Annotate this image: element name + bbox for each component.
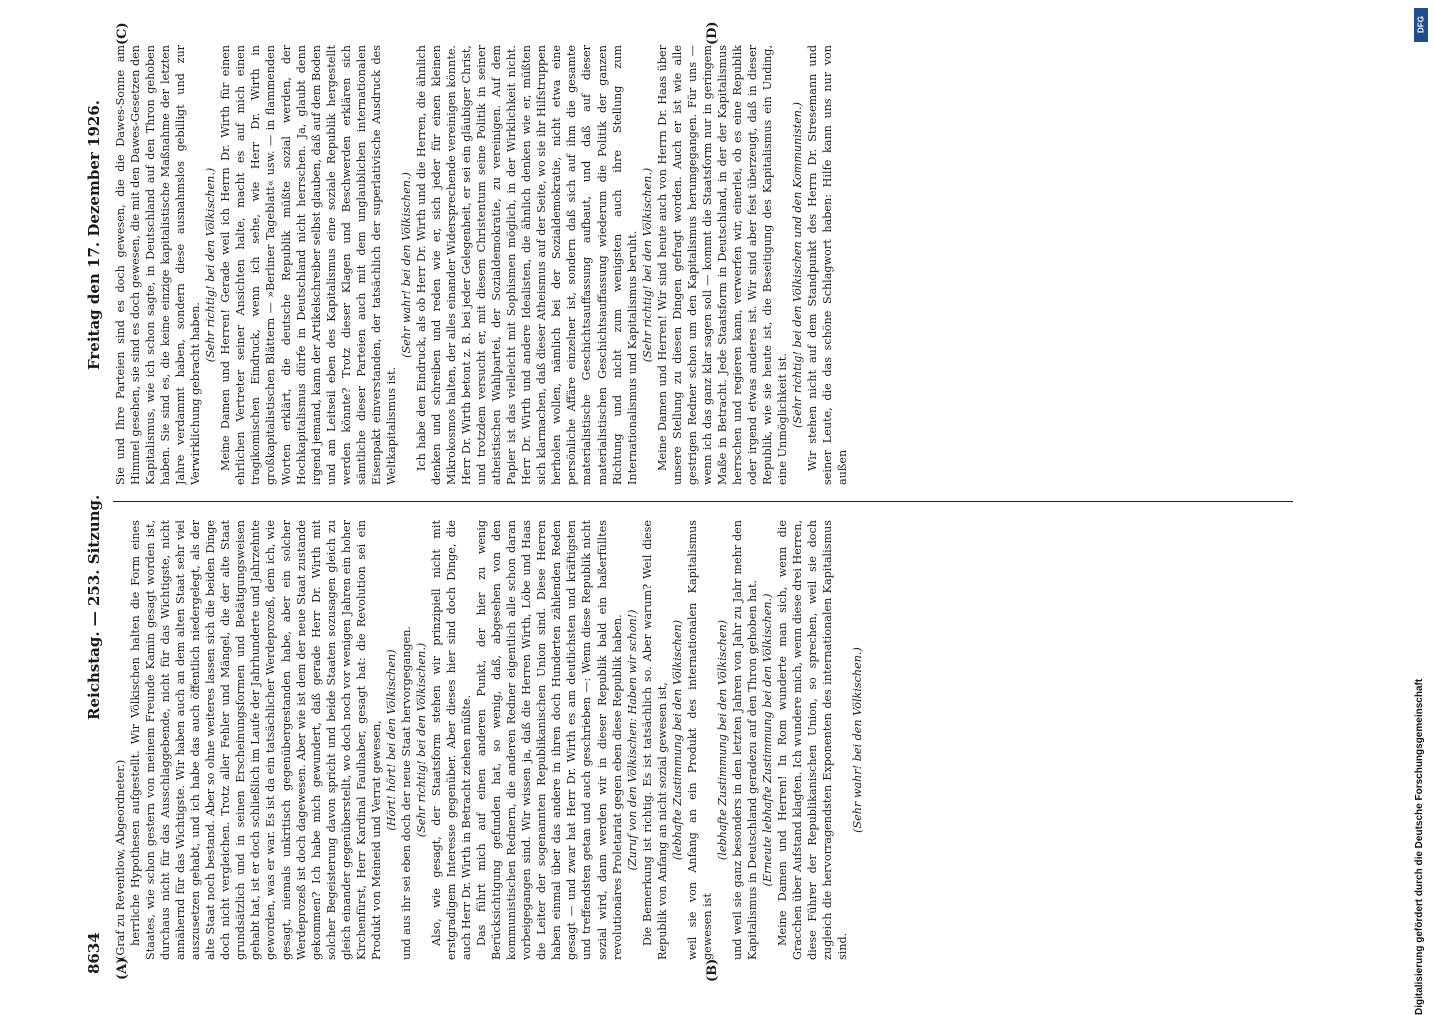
margin-mark-b: (B) bbox=[705, 958, 720, 982]
paragraph: Meine Damen und Herren! Wir sind heute auch von Herrn Dr. Haas über unsere Stellung zu diesen Dingen gefragt worden. Auch er ist wie alle gestrigen Redner schon um den Kapitalismus herumgegangen. Für uns — wenn ich das ganz klar sagen soll — kommt die Staatsform nur in geringem Maße in Betracht. Jede Staatsform in Deutschland, in der der Kapitalismus herrschen und regieren kann, verwerfen wir, einerlei, ob es eine Republik oder irgend etwas anderes ist. Wir sind aber fest überzeugt, daß in dieser Republik, wie sie heute ist, die Beseitigung des Kapitalismus ein Unding, eine Unmöglichkeit ist. bbox=[655, 45, 790, 485]
interjection: (Sehr wahr! bei den Völkischen.) bbox=[851, 647, 865, 833]
page-number: 8634 bbox=[85, 932, 103, 974]
paragraph: Sie und Ihre Parteien sind es doch gewesen, die die Dawes-Sonne am Himmel gesehen, sie sind es doch gewesen, die mit den Dawes-Gesetzen den Kapitalismus, wie ich schon sagte, in Deutschland auf den Thron gehoben haben. Sie sind es, die keine einzige kapitalistische Maßnahme der letzten Jahre verdammt haben, sondern diese ausnahmslos gebilligt und zur Verwirklichung gebracht haben. bbox=[114, 45, 203, 485]
right-column bbox=[113, 45, 1343, 485]
interjection: (Sehr richtig! bei den Völkischen.) bbox=[204, 167, 218, 363]
interjection: (Sehr richtig! bei den Völkischen und den Kommunisten.) bbox=[791, 102, 805, 428]
interjection: (Sehr richtig! bei den Völkischen.) bbox=[640, 167, 654, 363]
interjection: (lebhafte Zustimmung bei den Völkischen) bbox=[670, 619, 684, 861]
paragraph: Das führt mich auf einen anderen Punkt, der hier zu wenig Berücksichtigung gefunden hat, so wenig, daß, abgesehen von den kommunistischen Rednern, die anderen Redner eigentlich alle schon daran vorbeigegangen sind. Wir wissen ja, daß die Herren Wirth, Löbe und Haas die Leiter der sogenannten Republikanischen Union sind. Diese Herren haben einmal über das andere in ihren doch Hunderten zählenden Reden gesagt — und zwar hat Herr Dr. Wirth es am deutlichsten und kräftigsten und treffendsten getan und auch geschrieben —: Wenn diese Republik nicht sozial wird, dann werden wir in dieser Republik bald ein haßerfülltes revolutionäres Proletariat gegen eben diese Republik haben. bbox=[475, 520, 624, 960]
paragraph: Wir stehen nicht auf dem Standpunkt des Herrn Dr. Stresemann und seiner Leute, die das schöne Schlagwort haben: Hilfe kann uns nur von außen bbox=[806, 45, 850, 485]
left-column bbox=[113, 520, 1343, 960]
paragraph: Ich habe den Eindruck, als ob Herr Dr. Wirth und die Herren, die ähnlich denken und schreiben und reden wie er, sich jeder für einen kleinen Mikrokosmos halten, der alles einander Widersprechende vereinigen könnte. Herr Dr. Wirth betont z. B. bei jeder Gelegenheit, er sei ein gläubiger Christ, und trotzdem versucht er, mit diesem Christentum seine Politik in seiner atheistischen Wahlpartei, der Sozialdemokratie, zu vereinigen. Auf dem Papier ist das vielleicht mit Sophismen möglich, in der Wirklichkeit nicht. Herr Dr. Wirth und andere Idealisten, die ähnlich denken wie er, müßten sich klarmachen, daß dieser Atheismus auf der Seite, wo sie ihr Hilfstruppen herholen wollen, nämlich bei der Sozialdemokratie, nicht etwa eine persönliche Affäre einzelner ist, sondern daß sich auf ihm die gesamte materialistische Geschichtsauffassung aufbaut, und daß auf dieser materialistischen Geschichtsauffassung wiederum die Politik der ganzen Richtung und nicht zum wenigsten auch ihre Stellung zum Internationalismus und Kapitalismus beruht. bbox=[414, 45, 639, 485]
paragraph: weil sie von Anfang an ein Produkt des internationalen Kapitalismus gewesen ist bbox=[685, 520, 714, 960]
page-header bbox=[85, 20, 107, 980]
attribution-sidebar bbox=[1400, 5, 1430, 1015]
funding-attribution: Digitalisierung gefördert durch die Deutsche Forschungsgemeinschaft bbox=[1414, 678, 1425, 1015]
dfg-logo-text: DFG bbox=[1416, 16, 1426, 33]
interjection: (Sehr richtig! bei den Völkischen.) bbox=[414, 642, 428, 838]
interjection: (lebhafte Zustimmung bei den Völkischen) bbox=[715, 619, 729, 861]
session-date: Freitag den 17. Dezember 1926. bbox=[85, 100, 103, 370]
paragraph: Die Bemerkung ist richtig. Es ist tatsächlich so. Aber warum? Weil diese Republik von Anfang an nicht sozial gewesen ist, bbox=[640, 520, 669, 960]
column-divider bbox=[113, 501, 1293, 502]
running-title: Reichstag. — 253. Sitzung. bbox=[85, 494, 103, 720]
margin-mark-d: (D) bbox=[705, 21, 720, 45]
interjection: (Erneute lebhafte Zustimmung bei den Völkischen.) bbox=[761, 593, 775, 887]
scanned-page bbox=[85, 20, 1355, 980]
paragraph: herrliche Hypothesen aufgestellt. Wir Völkischen halten die Form eines Staates, wie schon gestern von meinem Freunde Kamin gesagt worden ist, durchaus nicht für das Ausschlaggebende, nicht für das Wichtigste, nicht annähernd für das Wichtigste. Wir haben auch an dem alten Staat sehr viel auszusetzen gehabt, und ich habe das auch öffentlich niedergelegt, als der alte Staat noch bestand. Aber so ohne weiteres lassen sich die beiden Dinge doch nicht vergleichen. Trotz aller Fehler und Mängel, die der alte Staat grundsätzlich und in seinen Erscheinungsformen und Betätigungsweisen gehabt hat, ist er doch schließlich im Laufe der Jahrhunderte und Jahrzehnte geworden, was er war. Es ist da ein tatsächlicher Werdeprozeß, dem ich, wie gesagt, niemals unkritisch gegenübergestanden habe, aber ein solcher Werdeprozeß ist doch dagewesen. Aber wie ist dem der neue Staat zustande gekommen? Ich habe mich gewundert, daß gerade Herr Dr. Wirth mit solcher Begeisterung davon spricht und beide Staaten sozusagen gleich zu gleich einander gegenüberstellt, wo doch noch vor wenigen Jahren ein hoher Kirchenfürst, Herr Kardinal Faulhaber, gesagt hat: die Revolution sei ein Produkt von Meineid und Verrat gewesen, bbox=[129, 520, 383, 960]
paragraph: Meine Damen und Herren! Gerade weil ich Herrn Dr. Wirth für einen ehrlichen Vertreter seiner Ansichten halte, macht es auf mich einen tragikomischen Eindruck, wenn ich sehe, wie Herr Dr. Wirth in großkapitalistischen Blättern — »Berliner Tageblatt« usw. — in flammenden Worten erklärt, die deutsche Republik müßte sozial werden, der Hochkapitalismus dürfe in Deutschland nicht herrschen. Ja, glaubt denn irgend jemand, kann der Artikelschreiber selbst glauben, daß auf dem Boden und am Leitseil eben des Kapitalismus eine soziale Republik hergestellt werden könnte? Trotz dieser Klagen und Beschwerden erklären sich sämtliche dieser Parteien auch mit dem unglaublichen internationalen Eisenpakt einverstanden, der tatsächlich der superlativische Ausdruck des Weltkapitalismus ist. bbox=[219, 45, 398, 485]
paragraph: Meine Damen und Herren! In Rom wunderte man sich, wenn die Gracchen über Aufstand klagten. Ich wundere mich, wenn diese drei Herren, diese Führer der Republikanischen Union, so sprechen, weil sie doch zugleich die hervorragendsten Exponenten des internationalen Kapitalismus sind. bbox=[776, 520, 850, 960]
interjection: (Zuruf von den Völkischen: Haben wir schon!) bbox=[625, 609, 639, 871]
speaker-line: (Graf zu Reventlow, Abgeordneter.) bbox=[114, 759, 127, 960]
margin-mark-a: (A) bbox=[115, 957, 130, 980]
margin-mark-c: (C) bbox=[115, 22, 130, 45]
paragraph: Also, wie gesagt, der Staatsform stehen wir prinzipiell nicht mit erstgradigem Interesse gegenüber. Aber dieses hier sind doch Dinge, die auch Herr Dr. Wirth in Betracht ziehen müßte. bbox=[429, 520, 474, 960]
paragraph: und weil sie ganz besonders in den letzten Jahren von Jahr zu Jahr mehr den Kapitalismus in Deutschland geradezu auf den Thron gehoben hat. bbox=[730, 520, 759, 960]
interjection: (Sehr wahr! bei den Völkischen.) bbox=[399, 172, 413, 358]
paragraph: und aus ihr sei eben doch der neue Staat hervorgegangen. bbox=[399, 626, 413, 960]
dfg-logo bbox=[1414, 8, 1428, 42]
interjection: (Hört! hört! bei den Völkischen) bbox=[384, 649, 398, 831]
